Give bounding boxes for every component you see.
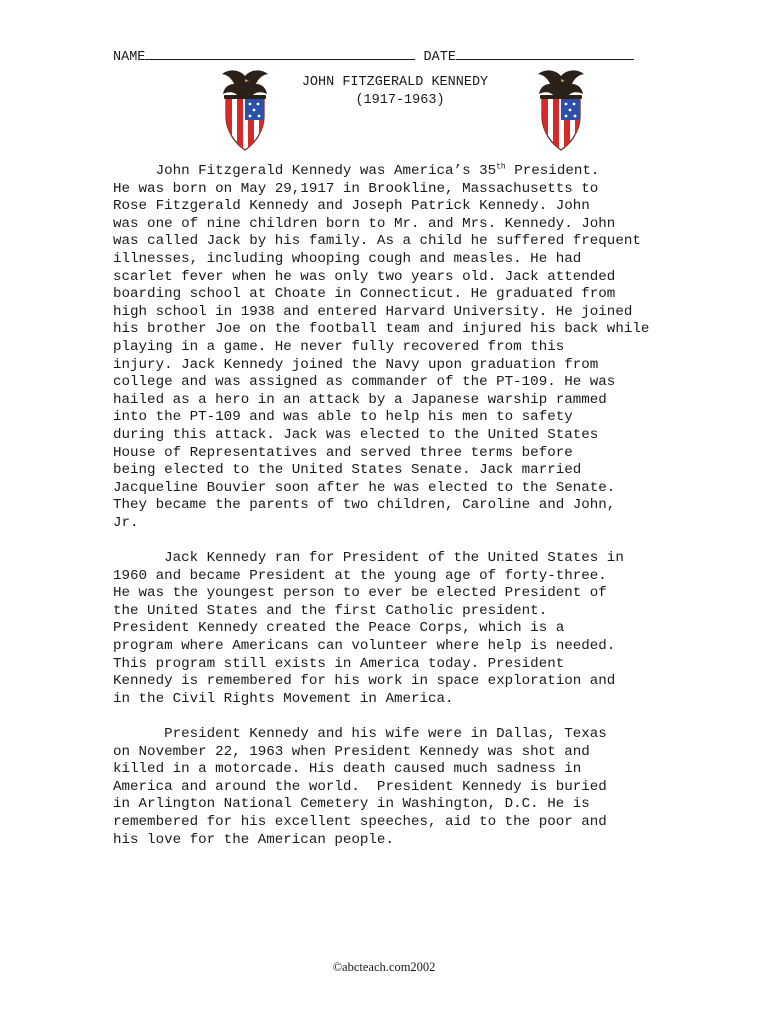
worksheet-header: [113, 46, 653, 65]
text-line: illnesses, including whooping cough and measles. He had: [113, 250, 582, 267]
paragraph-1-line-1: [113, 163, 713, 181]
text-line: President Kennedy created the Peace Corps, which is a: [113, 620, 565, 637]
eagle: [538, 70, 584, 96]
text-line: was called Jack by his family. As a child he suffered frequent: [113, 233, 641, 250]
text-line: college and was assigned as commander of the PT-109. He was: [113, 374, 616, 391]
date-label: DATE: [423, 50, 456, 65]
text-line: killed in a motorcade. His death caused much sadness in: [113, 761, 582, 778]
text-line: Jack Kennedy ran for President of the United States in: [113, 550, 624, 567]
text-line: Jr.: [113, 514, 139, 531]
text-line: on November 22, 1963 when President Kennedy was shot and: [113, 743, 590, 760]
text-line: high school in 1938 and entered Harvard University. He joined: [113, 303, 633, 320]
superscript: th: [496, 162, 506, 172]
text-line: He was the youngest person to ever be elected President of: [113, 585, 607, 602]
title-name: JOHN FITZGERALD KENNEDY: [301, 75, 489, 90]
worksheet-title: [250, 74, 540, 110]
date-field[interactable]: [456, 46, 634, 60]
text-line: in Arlington National Cemetery in Washington, D.C. He is: [113, 796, 590, 813]
text-line: program where Americans can volunteer where help is needed.: [113, 638, 616, 655]
paragraph-3: [113, 726, 713, 849]
paragraph-1: [113, 163, 713, 532]
text-line: scarlet fever when he was only two years old. Jack attended: [113, 268, 616, 285]
text-line: being elected to the United States Senate. Jack married: [113, 462, 582, 479]
text-line: Rose Fitzgerald Kennedy and Joseph Patrick Kennedy. John: [113, 198, 590, 215]
text-line: President Kennedy and his wife were in Dallas, Texas: [113, 726, 607, 742]
text-line: remembered for his excellent speeches, aid to the poor and: [113, 813, 607, 830]
text-line: during this attack. Jack was elected to the United States: [113, 426, 599, 443]
text-run: John Fitzgerald Kennedy was America’s 35: [113, 163, 497, 179]
text-line: hailed as a hero in an attack by a Japanese warship rammed: [113, 391, 607, 408]
text-line: playing in a game. He never fully recovered from this: [113, 338, 565, 355]
text-line: House of Representatives and served three terms before: [113, 444, 573, 461]
text-line: He was born on May 29,1917 in Brookline, Massachusetts to: [113, 180, 599, 197]
text-line: America and around the world. President Kennedy is buried: [113, 778, 607, 795]
text-line: boarding school at Choate in Connecticut. He graduated from: [113, 286, 616, 303]
shield: [540, 95, 582, 152]
text-line: was one of nine children born to Mr. and Mrs. Kennedy. John: [113, 215, 616, 232]
text-line: his brother Joe on the football team and injured his back while: [113, 321, 650, 338]
biography-text: [113, 163, 713, 867]
text-line: Kennedy is remembered for his work in space exploration and: [113, 673, 616, 690]
text-line: They became the parents of two children, Caroline and John,: [113, 497, 616, 514]
name-label: NAME: [113, 50, 146, 65]
text-line: 1960 and became President at the young age of forty-three.: [113, 567, 607, 584]
text-run: President.: [505, 163, 600, 179]
text-line: into the PT-109 and was able to help his men to safety: [113, 409, 573, 426]
text-line: This program still exists in America today. President: [113, 655, 565, 672]
text-line: in the Civil Rights Movement in America.: [113, 690, 454, 707]
eagle-shield-icon: [534, 66, 588, 152]
name-field[interactable]: [145, 46, 415, 60]
paragraph-2: [113, 550, 713, 708]
text-line: his love for the American people.: [113, 831, 394, 848]
text-line: the United States and the first Catholic president.: [113, 602, 548, 619]
copyright-footer: ©abcteach.com2002: [332, 960, 436, 974]
text-line: injury. Jack Kennedy joined the Navy upon graduation from: [113, 356, 599, 373]
text-line: Jacqueline Bouvier soon after he was elected to the Senate.: [113, 479, 616, 496]
title-years: (1917-1963): [355, 93, 445, 108]
